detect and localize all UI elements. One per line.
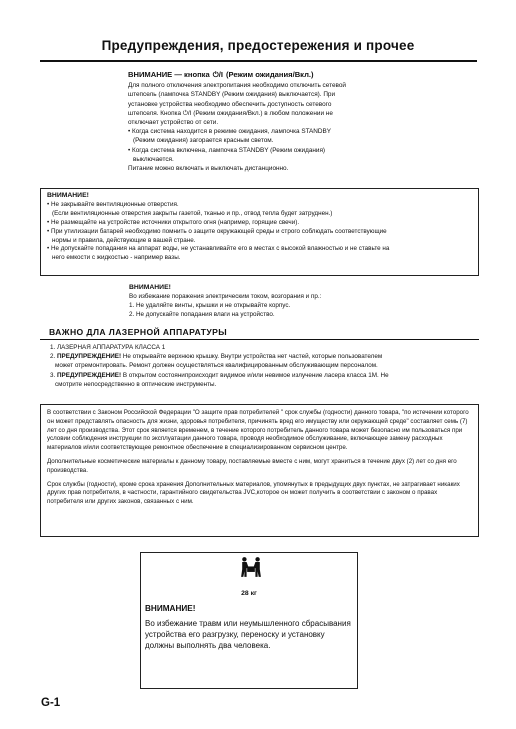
standby-line: • Когда система включена, лампочка STANDBY (Режим ожидания) bbox=[128, 146, 326, 154]
shock-warning bbox=[129, 283, 389, 319]
standby-line: Питание можно включать и выключать дистанционно. bbox=[128, 165, 289, 173]
page-title: Предупреждения, предостережения и прочее bbox=[101, 38, 415, 53]
standby-line: установке устройства необходимо обеспечить доступность сетевого bbox=[128, 100, 332, 108]
standby-heading-pre: ВНИМАНИЕ — кнопка bbox=[128, 70, 210, 79]
standby-heading-post: (Режим ожидания/Вкл.) bbox=[225, 70, 314, 79]
laser-item-3-cont: смотрите непосредственно в оптические инструменты. bbox=[55, 380, 217, 388]
warning-line: (Если вентиляционные отверстия закрыты газетой, тканью и пр., отвод тепла будет затруднен.) bbox=[52, 209, 333, 217]
standby-line: отключает устройство от сети. bbox=[128, 119, 219, 127]
heavy-warning-text: Во избежание травм или неумышленного сбрасывания устройства его разгрузку, переноску и установку должны выполнять два человека. bbox=[145, 619, 351, 650]
standby-line: (Режим ожидания) загорается красным светом. bbox=[133, 137, 274, 145]
laser-notes bbox=[50, 343, 480, 389]
standby-line: Для полного отключения электропитания необходимо отключить сетевой bbox=[128, 82, 346, 90]
warning-heading: ВНИМАНИЕ! bbox=[47, 192, 89, 199]
two-person-lift-icon bbox=[240, 556, 262, 578]
standby-notice bbox=[128, 70, 388, 173]
shock-warning-line: 1. Не удаляйте винты, крышки и не открывайте корпус. bbox=[129, 302, 291, 309]
standby-line: выключается. bbox=[133, 155, 174, 163]
shock-warning-line: 2. Не допускайте попадания влаги на устройство. bbox=[129, 311, 275, 318]
warning-line: • Не допускайте попадания на аппарат воды, не устанавливайте его в местах с высокой влажностью и не ставьте на bbox=[47, 245, 390, 253]
heavy-warning-heading: ВНИМАНИЕ! bbox=[145, 604, 196, 613]
law-paragraph-1: В соответствии с Законом Российской Федерации "О защите прав потребителей " срок службы (годности) данного товара, "по истечении которого он может представлять опасность для жизни, здоровья потребителя, причинять вред его имуществу или окружающей среде" составляет семь (7) лет со дня производства. Этот срок является временем, в течение которого потребитель данного товара может безопасно им пользоваться при условии соблюдения инструкции по эксплуатации данного товара, проводя необходимое обслуживание, включающее замену расходных материалов и/или соответствующее ремонтное обеспечение в специализированном сервисном центре. bbox=[47, 409, 469, 452]
laser-item-3-text: В открытом состоянипроисходит видимое и/или невимое излучение ласера класса 1М. Не bbox=[122, 371, 389, 379]
law-paragraph-3: Срок службы (годности), кроме срока хранения Дополнительных материалов, упомянутых в предыдущих двух пунктах, не затрагивает никаких других прав потребителя, в частности, гарантийного свидетельства JVC,которое он может получить в соответствии с законом о правах потребителя или других законов, связанных с ним. bbox=[47, 480, 460, 506]
warning-line: • Не размещайте на устройстве источники открытого огня (например, горящие свечи). bbox=[47, 218, 300, 226]
laser-item-3-label: ПРЕДУПРЕЖДЕНИЕ! bbox=[57, 371, 122, 379]
laser-divider bbox=[40, 339, 479, 340]
shock-warning-line: Во избежание поражения электрическим током, возгорания и пр.: bbox=[129, 293, 322, 300]
laser-item-2-label: ПРЕДУПРЕЖДЕНИЕ! bbox=[57, 353, 122, 361]
laser-item-3-num: 3. bbox=[50, 371, 56, 379]
ventilation-warning-box bbox=[40, 188, 479, 276]
warning-line: • При утилизации батарей необходимо помнить о защите окружающей среды и строго соблюдать соответствующие bbox=[47, 227, 387, 235]
page-number: G-1 bbox=[41, 697, 61, 709]
standby-line: штепселя. Кнопка ⏻/I (Режим ожидания/Вкл.) в любом положении не bbox=[128, 109, 333, 117]
standby-line: • Когда система находится в режиме ожидания, лампочка STANDBY bbox=[128, 128, 332, 136]
laser-item-2-num: 2. bbox=[50, 353, 56, 361]
warning-line: нормы и правила, действующие в вашей стране. bbox=[52, 236, 196, 244]
title-divider bbox=[40, 60, 477, 62]
laser-item-1: 1. ЛАЗЕРНАЯ АППАРАТУРА КЛАССА 1 bbox=[50, 344, 166, 351]
standby-line: штепсель (лампочка STANDBY (Режим ожидания) выключается). При bbox=[128, 91, 336, 99]
shock-warning-heading: ВНИМАНИЕ! bbox=[129, 284, 171, 291]
laser-item-2-cont: может отремонтировать. Ремонт должен осуществляться квалифицированным обслуживающим персоналом. bbox=[55, 362, 378, 370]
warning-line: него емкости с жидкостью - например вазы. bbox=[52, 254, 181, 262]
laser-item-2 bbox=[50, 352, 480, 361]
laser-section-title: ВАЖНО ДЛА ЛАЗЕРНОЙ АППАРАТУРЫ bbox=[49, 327, 228, 337]
power-standby-icon: ⏻/I bbox=[212, 70, 223, 79]
warning-line: • Не закрывайте вентиляционные отверстия. bbox=[47, 200, 179, 208]
laser-item-3 bbox=[50, 371, 480, 380]
consumer-law-box bbox=[40, 404, 479, 537]
standby-heading bbox=[128, 70, 388, 79]
weight-label: 28 кг bbox=[241, 590, 257, 597]
law-paragraph-2: Дополнительные косметические материалы к данному товару, поставляемые вместе с ним, могут храниться в течение двух (2) лет со дня его производства. bbox=[47, 457, 457, 474]
laser-item-2-text: Не открывайте верхнюю крышку. Внутри устройства нет частей, которые пользователем bbox=[122, 353, 383, 361]
heavy-lift-warning-box bbox=[140, 552, 358, 689]
